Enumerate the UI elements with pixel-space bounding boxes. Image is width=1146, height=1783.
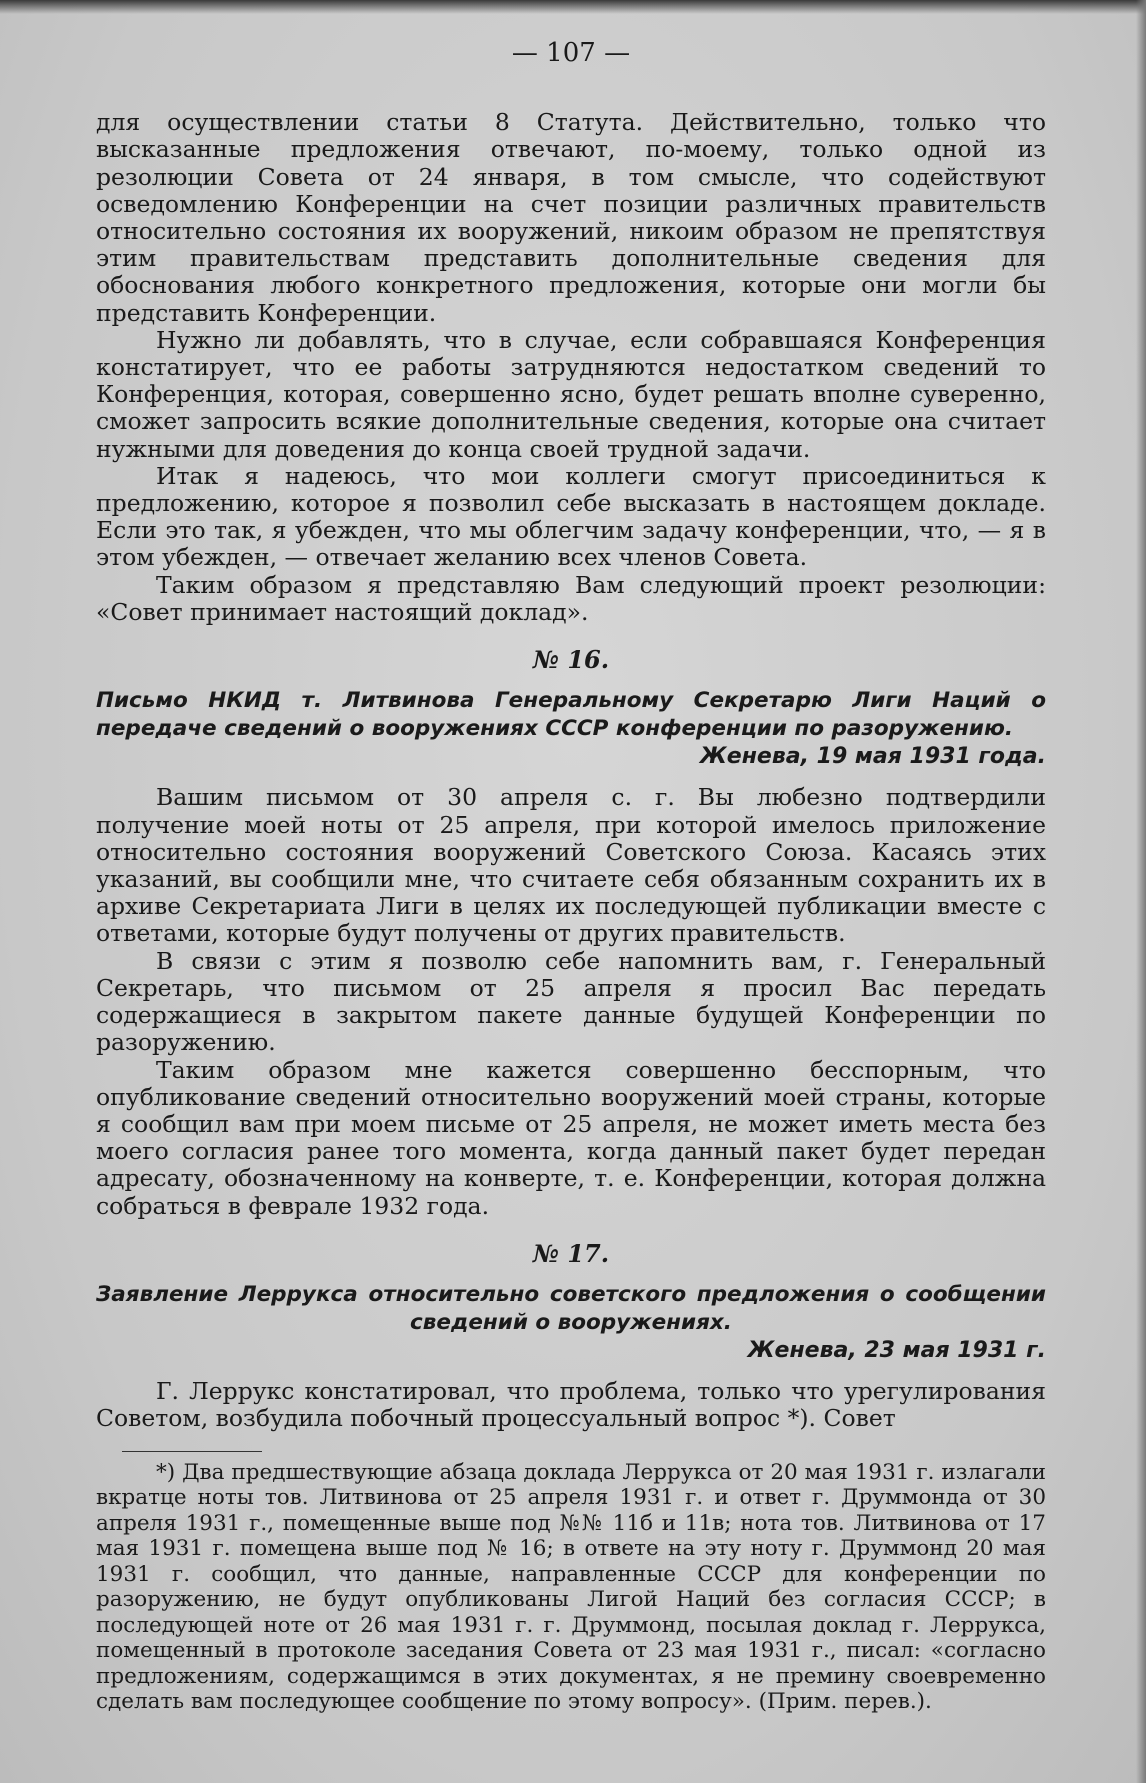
paragraph: Таким образом я представляю Вам следующий проект резолюции: «Совет принимает настоящий доклад». xyxy=(96,570,1046,626)
paragraph: Таким образом мне кажется совершенно бесспорным, что опубликование сведений относительно вооружений моей страны, которые я сообщил вам при моем письме от 25 апреля, не может иметь места без моего согласия ранее того момента, когда данный пакет будет передан адресату, обозначенному на конверте, т. е. Конференции, которая должна собраться в феврале 1932 года. xyxy=(96,1055,1046,1220)
page-number: — 107 — xyxy=(511,38,631,68)
document-title-16: Письмо НКИД т. Литвинова Генеральному Секретарю Лиги Наций о передаче сведений о вооружениях СССР конференции по разоружению. xyxy=(96,688,1046,742)
page-right-shadow xyxy=(1136,0,1146,1783)
paragraph: Г. Леррукс констатировал, что проблема, только что урегулирования Советом, возбудила побочный процессуальный вопрос *). Совет xyxy=(96,1377,1046,1433)
document-place-date-17: Женева, 23 мая 1931 г. xyxy=(747,1337,1046,1363)
footnote: *) Два предшествующие абзаца доклада Леррукса от 20 мая 1931 г. излагали вкратце ноты тов. Литвинова от 25 апреля 1931 г. и ответ г. Друммонда от 30 апреля 1931 г., помещенные выше под №№ 11б и 11в; нота тов. Литвинова от 17 мая 1931 г. помещена выше под № 16; в ответе на эту ноту г. Друммонд 20 мая 1931 г. сообщил, что данные, направленные СССР для конференции по разоружению, не будут опубликованы Лигой Наций без согласия СССР; в последующей ноте от 26 мая 1931 г. г. Друммонд, посылая доклад г. Леррукса, помещенный в протоколе заседания Совета от 23 мая 1931 г., писал: «согласно предложениям, содержащимся в этих документах, я не премину своевременно сделать вам последующее сообщение по этому вопросу». (Прим. перев.). xyxy=(96,1459,1046,1715)
page-top-shadow xyxy=(0,0,1146,14)
document-title-17: Заявление Леррукса относительно советского предложения о сообщении сведений о вооружениях. xyxy=(96,1281,1046,1335)
document-place-date-16: Женева, 19 мая 1931 года. xyxy=(699,744,1046,770)
paragraph-continued: для осуществлении статьи 8 Статута. Действительно, только что высказанные предложения отвечают, по-моему, только одной из резолюции Совета от 24 января, в том смысле, что содействуют осведомлению Конференции на счет позиции различных правительств относительно состояния их вооружений, никоим образом не препятствуя этим правительствам представить дополнительные сведения для обоснования любого конкретного предложения, которые они могли бы представить Конференции. xyxy=(96,108,1046,327)
paragraph: В связи с этим я позволю себе напомнить вам, г. Генеральный Секретарь, что письмом от 25 апреля я просил Вас передать содержащиеся в закрытом пакете данные будущей Конференции по разоружению. xyxy=(96,946,1046,1057)
paragraph: Вашим письмом от 30 апреля с. г. Вы любезно подтвердили получение моей ноты от 25 апреля, при которой имелось приложение относительно состояния вооружений Советского Союза. Касаясь этих указаний, вы сообщили мне, что считаете себя обязанным сохранить их в архиве Секретариата Лиги в целях их последующей публикации вместе с ответами, которые будут получены от других правительств. xyxy=(96,783,1046,948)
document-number-17: № 17. xyxy=(532,1238,610,1268)
page-content xyxy=(96,40,1046,1715)
paragraph: Нужно ли добавлять, что в случае, если собравшаяся Конференция констатирует, что ее работы затрудняются недостатком сведений то Конференция, которая, совершенно ясно, будет решать вполне суверенно, сможет запросить всякие дополнительные сведения, которые она считает нужными для доведения до конца своей трудной задачи. xyxy=(96,325,1046,463)
paragraph: Итак я надеюсь, что мои коллеги смогут присоединиться к предложению, которое я позволил себе высказать в настоящем докладе. Если это так, я убежден, что мы облегчим задачу конференции, что, — я в этом убежден, — отвечает желанию всех членов Совета. xyxy=(96,461,1046,572)
document-number-16: № 16. xyxy=(532,645,610,675)
footnote-rule xyxy=(122,1451,262,1452)
